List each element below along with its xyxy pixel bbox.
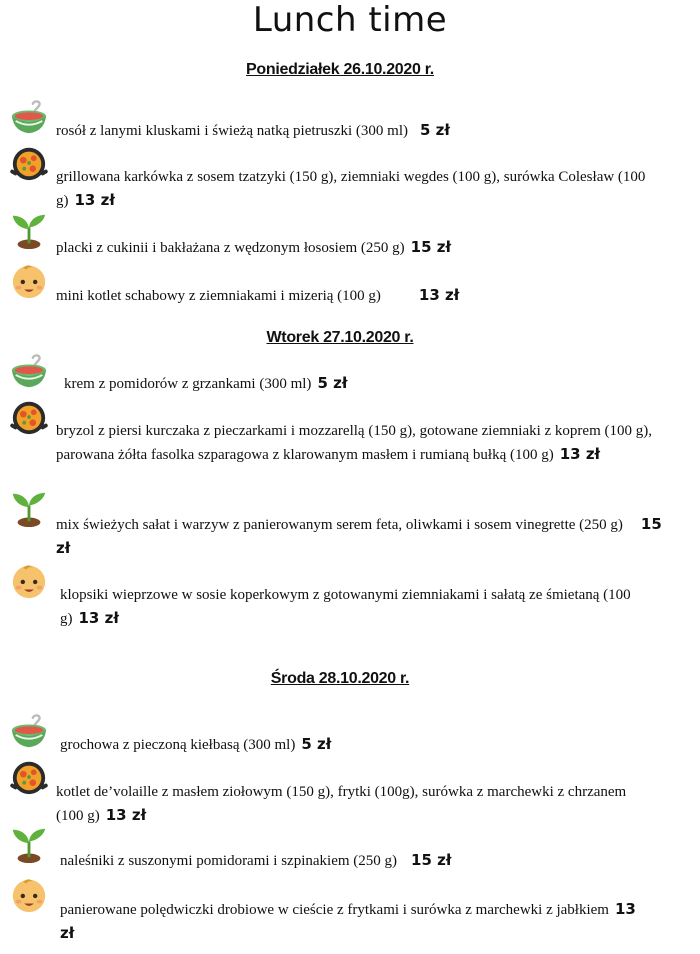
dish-price: 15 zł xyxy=(56,515,662,557)
seedling-icon xyxy=(10,490,48,528)
paella-pan-icon xyxy=(10,758,48,796)
soup-bowl-icon xyxy=(10,354,48,392)
dish-price: 15 zł xyxy=(410,238,452,256)
dish-description: grochowa z pieczoną kiełbasą (300 ml) xyxy=(60,737,296,753)
page-title: Lunch time xyxy=(252,0,448,40)
dish-description: placki z cukinii i bakłażana z wędzonym łososiem (250 g) xyxy=(56,240,405,256)
dish-description: naleśniki z suszonymi pomidorami i szpinakiem (250 g) xyxy=(60,853,398,869)
dish-description: kotlet de’volaille z masłem ziołowym (150 g), frytki (100g), surówka z marchewki z chrzanem (100 g) xyxy=(56,784,627,824)
dish-price: 15 zł xyxy=(411,851,452,869)
dish-description: panierowane polędwiczki drobiowe w cieście z frytkami i surówka z marchewki z jabłkiem xyxy=(60,902,609,918)
day-heading-wednesday: Środa 28.10.2020 r. xyxy=(270,670,410,687)
dish-description: rosół z lanymi kluskami i świeżą natką pietruszki (300 ml) xyxy=(56,123,409,139)
dish-price: 5 zł xyxy=(301,735,332,753)
paella-pan-icon xyxy=(10,398,48,436)
dish-price: 5 zł xyxy=(420,121,450,139)
day-heading-monday: Poniedziałek 26.10.2020 r. xyxy=(246,61,434,78)
soup-bowl-icon xyxy=(10,100,48,138)
dish-description: mix świeżych sałat i warzyw z panierowanym serem feta, oliwkami i sosem vinegrette (250 g) xyxy=(56,517,623,533)
dish-price: 13 zł xyxy=(74,191,115,209)
day-heading-tuesday: Wtorek 27.10.2020 r. xyxy=(266,329,414,346)
baby-face-icon xyxy=(10,562,48,600)
baby-face-icon xyxy=(10,876,48,914)
dish-price: 13 zł xyxy=(78,609,119,627)
seedling-icon xyxy=(10,826,48,864)
dish-description: krem z pomidorów z grzankami (300 ml) xyxy=(64,376,312,392)
baby-face-icon xyxy=(10,262,48,300)
dish-price: 13 zł xyxy=(105,806,147,824)
dish-description: mini kotlet schabowy z ziemniakami i mizerią (100 g) xyxy=(56,288,381,304)
soup-bowl-icon xyxy=(10,714,48,752)
dish-price: 13 zł xyxy=(559,445,601,463)
dish-price: 13 zł xyxy=(60,900,636,942)
dish-description: grillowana karkówka z sosem tzatzyki (150 g), ziemniaki wegdes (100 g), surówka Colesław (100 g) xyxy=(56,169,646,209)
dish-price: 5 zł xyxy=(317,374,348,392)
dish-description: klopsiki wieprzowe w sosie koperkowym z gotowanymi ziemniakami i sałatą ze śmietaną (100 g) xyxy=(60,587,631,627)
paella-pan-icon xyxy=(10,144,48,182)
seedling-icon xyxy=(10,212,48,250)
dish-description: bryzol z piersi kurczaka z pieczarkami i mozzarellą (150 g), gotowane ziemniaki z koprem (100 g), parowana żółta fasolka szparagowa z klarowanym masłem i rumianą bułką (100 g) xyxy=(56,423,652,463)
dish-price: 13 zł xyxy=(418,286,460,304)
